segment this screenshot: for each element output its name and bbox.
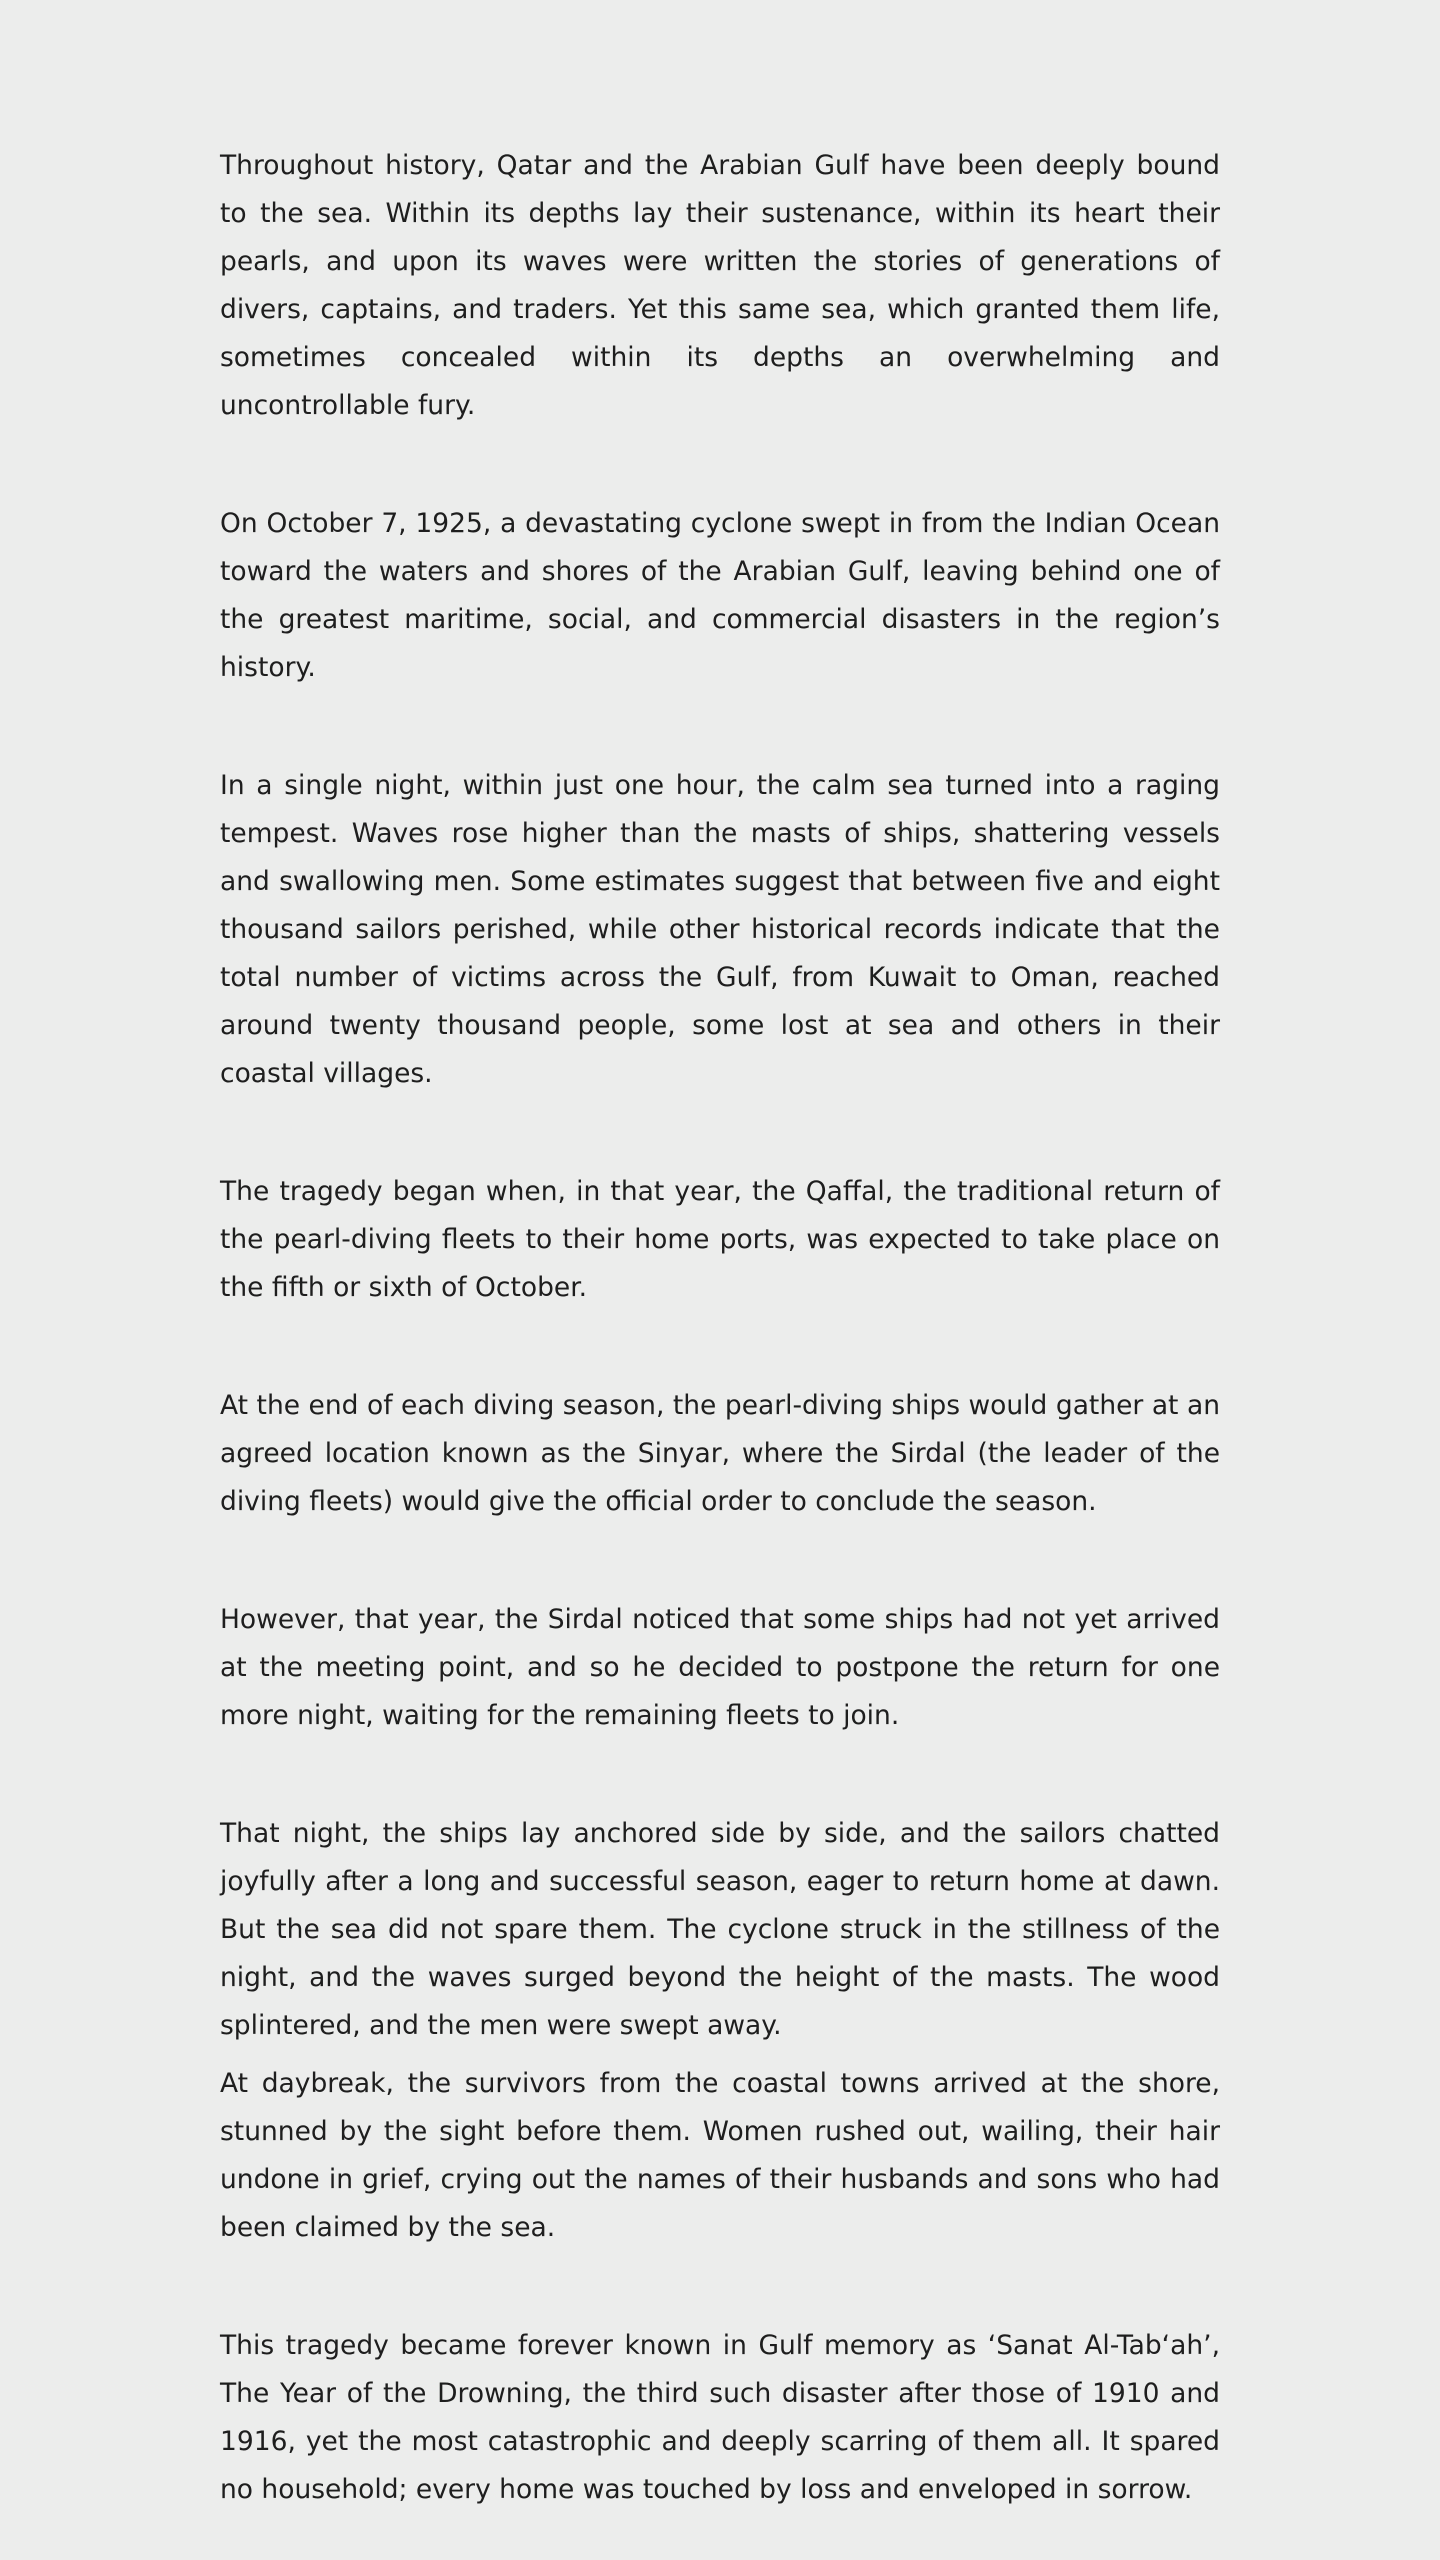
paragraph-sanat-al-tabah: This tragedy became forever known in Gulf memory as ‘Sanat Al-Tab‘ah’, The Year of the Drowning, the third such disaster after those of 1910 and 1916, yet the most catastrophic and deeply scarring of them all. It spared no household; every home was touched by loss and enveloped in sorrow. [220, 2330, 1220, 2505]
paragraph-qaffal: The tragedy began when, in that year, the Qaffal, the traditional return of the pearl-diving fleets to their home ports, was expected to take place on the fifth or sixth of October. [220, 1176, 1220, 1303]
paragraph-intro: Throughout history, Qatar and the Arabian Gulf have been deeply bound to the sea. Within its depths lay their sustenance, within its heart their pearls, and upon its waves were written the stories of generations of divers, captains, and traders. Yet this same sea, which granted them life, sometimes concealed within its depths an overwhelming and uncontrollable fury. [220, 150, 1220, 421]
paragraph-sinyar: At the end of each diving season, the pearl-diving ships would gather at an agreed location known as the Sinyar, where the Sirdal (the leader of the diving fleets) would give the official order to conclude the season. [220, 1390, 1220, 1517]
paragraph-daybreak: At daybreak, the survivors from the coastal towns arrived at the shore, stunned by the sight before them. Women rushed out, wailing, their hair undone in grief, crying out the names of their husbands and sons who had been claimed by the sea. [220, 2068, 1220, 2243]
paragraph-single-night: In a single night, within just one hour, the calm sea turned into a raging tempest. Waves rose higher than the masts of ships, shattering vessels and swallowing men. Some estimates suggest that between five and eight thousand sailors perished, while other historical records indicate that the total number of victims across the Gulf, from Kuwait to Oman, reached around twenty thousand people, some lost at sea and others in their coastal villages. [220, 770, 1220, 1089]
paragraph-postpone: However, that year, the Sirdal noticed that some ships had not yet arrived at the meeting point, and so he decided to postpone the return for one more night, waiting for the remaining fleets to join. [220, 1604, 1220, 1731]
paragraph-cyclone-date: On October 7, 1925, a devastating cyclone swept in from the Indian Ocean toward the waters and shores of the Arabian Gulf, leaving behind one of the greatest maritime, social, and commercial disasters in the region’s history. [220, 508, 1220, 683]
article-body [220, 142, 1220, 2514]
paragraph-that-night: That night, the ships lay anchored side by side, and the sailors chatted joyfully after a long and successful season, eager to return home at dawn. But the sea did not spare them. The cyclone struck in the stillness of the night, and the waves surged beyond the height of the masts. The wood splintered, and the men were swept away. [220, 1818, 1220, 2041]
